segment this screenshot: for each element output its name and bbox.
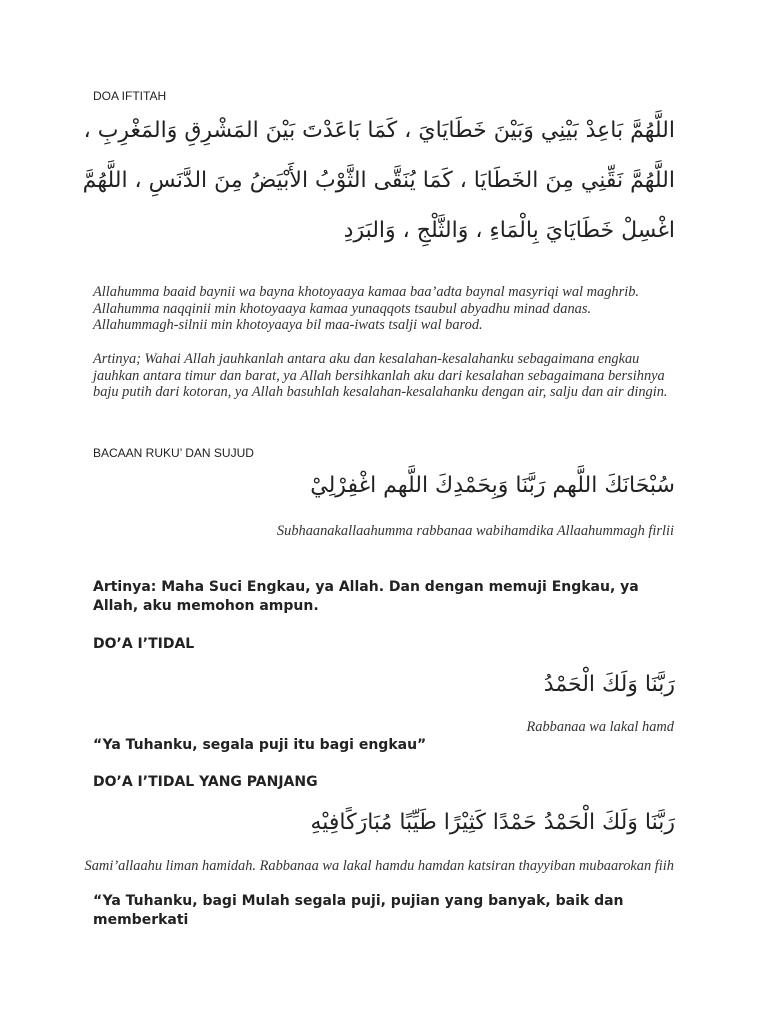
heading-doa-iftitah: DOA IFTITAH <box>93 89 167 103</box>
meaning-ruku: Artinya: Maha Suci Engkau, ya Allah. Dan dengan memuji Engkau, ya Allah, aku memohon ampun. <box>93 579 639 614</box>
latin-ruku: Subhaanakallaahumma rabbanaa wabihamdika Allaahummagh firlii <box>276 523 674 539</box>
latin-itidal: Rabbanaa wa lakal hamd <box>526 719 674 735</box>
arabic-iftitah-line-2: اللَّهُمَّ نَقِّنِي مِنَ الخَطَايَا ، كَمَا يُنَقَّى الثَّوْبُ الأَبْيَضُ مِنَ الدَّنَسِ ، اللَّهُمَّ <box>82 168 675 193</box>
arabic-iftitah-line-1: اللَّهُمَّ بَاعِدْ بَيْنِي وَبَيْنَ خَطَايَايَ ، كَمَا بَاعَدْتَ بَيْنَ المَشْرِقِ وَالمَغْرِبِ ، <box>83 118 675 143</box>
latin-iftitah: Allahumma baaid baynii wa bayna khotoyaaya kamaa baa’adta baynal masyriqi wal maghrib. Allahumma naqqinii min khotoyaaya kamaa yunaqqots tsaubul abyadhu minad danas. Allahummagh-silnii min khotoyaaya bil maa-iwats tsalji wal barod. <box>93 284 639 334</box>
arabic-itidal-long: رَبَّنَا وَلَكَ الْحَمْدُ حَمْدًا كَثِيْرًا طَيِّبًا مُبَارَكًافِيْهِ <box>310 810 675 835</box>
latin-itidal-long: Sami’allaahu liman hamidah. Rabbanaa wa lakal hamdu hamdan katsiran thayyiban mubaarokan fiih <box>84 858 674 874</box>
heading-itidal-long: DO’A I’TIDAL YANG PANJANG <box>93 774 318 790</box>
heading-ruku-sujud: BACAAN RUKU’ DAN SUJUD <box>93 446 254 460</box>
arabic-itidal: رَبَّنَا وَلَكَ الْحَمْدُ <box>543 672 675 697</box>
heading-itidal: DO’A I’TIDAL <box>93 636 195 652</box>
arabic-iftitah-line-3: اغْسِلْ خَطَايَايَ بِالْمَاءِ ، وَالثَّلْجِ ، وَالبَرَدِ <box>343 218 675 243</box>
arabic-ruku: سُبْحَانَكَ اللَّهم رَبَّنَا وَبِحَمْدِكَ اللَّهم اغْفِرْلِيْ <box>310 473 675 498</box>
meaning-itidal-long: “Ya Tuhanku, bagi Mulah segala puji, pujian yang banyak, baik dan memberkati <box>93 893 624 928</box>
meaning-itidal: “Ya Tuhanku, segala puji itu bagi engkau” <box>93 737 427 753</box>
meaning-iftitah: Artinya; Wahai Allah jauhkanlah antara aku dan kesalahan-kesalahanku sebagaimana engkau jauhkan antara timur dan barat, ya Allah bersihkanlah aku dari kesalahan sebagaimana bersihnya baju putih dari kotoran, ya Allah basuhlah kesalahan-kesalahanku dengan air, salju dan air dingin. <box>93 351 668 401</box>
